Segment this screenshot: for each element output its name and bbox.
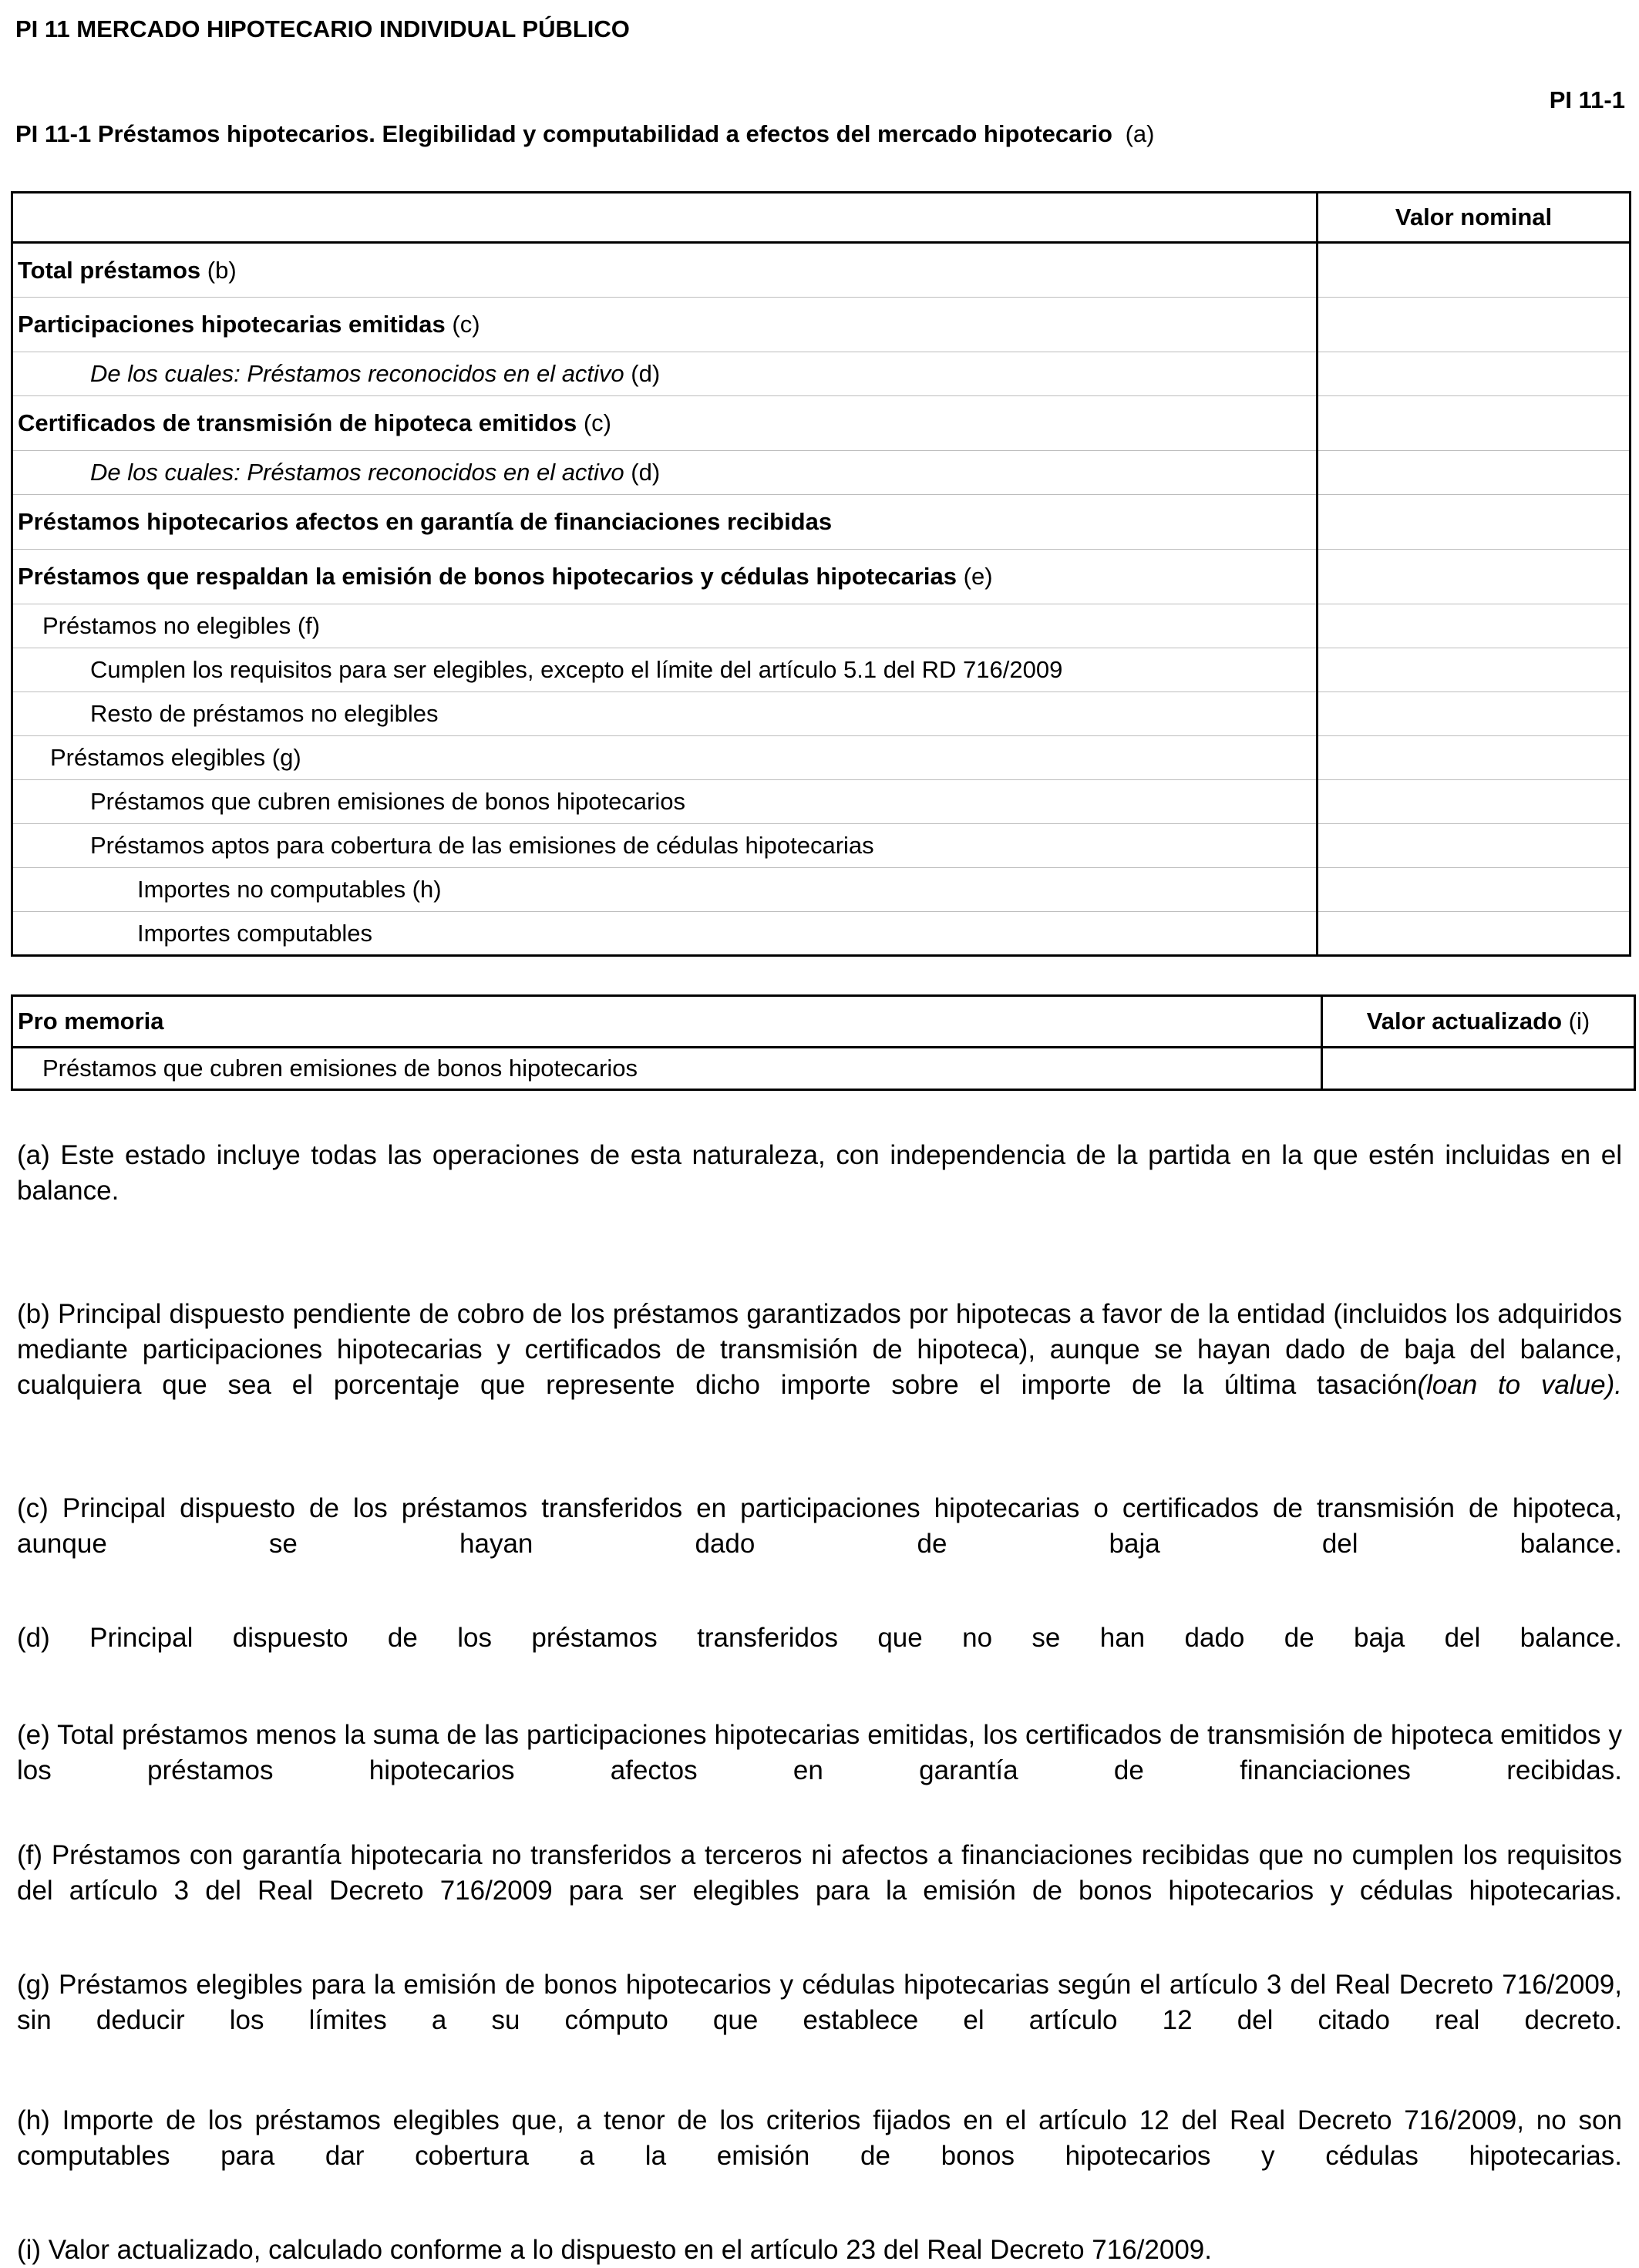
subtitle-note: (a) xyxy=(1125,120,1155,147)
value-cell[interactable] xyxy=(1318,780,1631,824)
row-note: (d) xyxy=(631,360,661,387)
main-table xyxy=(11,191,1631,957)
memo-header-right-note: (i) xyxy=(1568,1008,1590,1035)
row-note: (c) xyxy=(452,311,480,338)
value-cell[interactable] xyxy=(1318,912,1631,956)
main-table-header xyxy=(12,193,1631,243)
value-cell[interactable] xyxy=(1318,550,1631,604)
value-cell[interactable] xyxy=(1318,648,1631,692)
value-cell[interactable] xyxy=(1318,352,1631,396)
row-label: Importes no computables (h) xyxy=(12,868,1318,912)
footnote-f: (f) Préstamos con garantía hipotecaria no transferidos a terceros ni afectos a financiaciones recibidas que no cumplen los requisitos del artículo 3 del Real Decreto 716/2009 para ser elegibles para la emisión de bonos hipotecarios y cédulas hipotecarias. xyxy=(17,1840,1622,1906)
value-cell[interactable] xyxy=(1318,396,1631,451)
value-cell[interactable] xyxy=(1318,824,1631,868)
memo-table xyxy=(11,994,1636,1091)
value-cell[interactable] xyxy=(1318,604,1631,648)
subtitle-text: PI 11-1 Préstamos hipotecarios. Elegibilidad y computabilidad a efectos del mercado hipotecario xyxy=(15,120,1112,147)
footnote-h: (h) Importe de los préstamos elegibles que, a tenor de los criterios fijados en el artículo 12 del Real Decreto 716/2009, no son computables para dar cobertura a la emisión de bonos hipotecarios y cédulas hipotecarias. xyxy=(17,2105,1622,2171)
footnote-b-italic: (loan to value). xyxy=(1417,1370,1622,1400)
value-cell[interactable] xyxy=(1322,1048,1635,1090)
table-row xyxy=(12,451,1631,495)
row-label-text: Total préstamos xyxy=(18,256,201,284)
table-row xyxy=(12,604,1631,648)
row-note: (d) xyxy=(631,459,661,486)
table-row xyxy=(12,780,1631,824)
table-row xyxy=(12,824,1631,868)
memo-header-right-text: Valor actualizado xyxy=(1366,1008,1563,1035)
row-label xyxy=(12,352,1318,396)
value-cell[interactable] xyxy=(1318,298,1631,352)
row-label xyxy=(12,550,1318,604)
row-label xyxy=(12,396,1318,451)
row-label xyxy=(12,243,1318,298)
row-label: Préstamos elegibles (g) xyxy=(12,736,1318,780)
table-row xyxy=(12,550,1631,604)
row-label-text: De los cuales: Préstamos reconocidos en el activo xyxy=(90,459,624,486)
form-code: PI 11-1 xyxy=(1549,86,1625,113)
form-subtitle xyxy=(15,120,1155,148)
value-cell[interactable] xyxy=(1318,243,1631,298)
table-row xyxy=(12,692,1631,736)
footnote-e: (e) Total préstamos menos la suma de las participaciones hipotecarias emitidas, los certificados de transmisión de hipoteca emitidos y los préstamos hipotecarios afectos en garantía de financiaciones recibidas. xyxy=(17,1720,1622,1785)
table-row xyxy=(12,352,1631,396)
memo-header-right xyxy=(1322,996,1635,1048)
table-row xyxy=(12,868,1631,912)
row-note: (e) xyxy=(963,563,993,590)
table-row xyxy=(12,396,1631,451)
footnote-a: (a) Este estado incluye todas las operaciones de esta naturaleza, con independencia de la partida en la que estén incluidas en el balance. xyxy=(17,1140,1622,1206)
value-cell[interactable] xyxy=(1318,451,1631,495)
footnote-d: (d) Principal dispuesto de los préstamos transferidos que no se han dado de baja del balance. xyxy=(17,1623,1622,1653)
footnote-b xyxy=(17,1297,1622,1439)
row-note: (c) xyxy=(583,409,611,436)
row-label: Resto de préstamos no elegibles xyxy=(12,692,1318,736)
row-label-text: Préstamos hipotecarios afectos en garantía de financiaciones recibidas xyxy=(18,508,833,535)
table-row xyxy=(12,243,1631,298)
footnote-g: (g) Préstamos elegibles para la emisión de bonos hipotecarios y cédulas hipotecarias según el artículo 3 del Real Decreto 716/2009, sin deducir los límites a su cómputo que establece el artículo 12 del citado real decreto. xyxy=(17,1970,1622,2035)
row-note: (b) xyxy=(207,256,237,284)
value-cell[interactable] xyxy=(1318,692,1631,736)
footnote-c: (c) Principal dispuesto de los préstamos transferidos en participaciones hipotecarias o certificados de transmisión de hipoteca, aunque se hayan dado de baja del balance. xyxy=(17,1493,1622,1559)
row-label xyxy=(12,451,1318,495)
value-cell[interactable] xyxy=(1318,736,1631,780)
row-label: Préstamos que cubren emisiones de bonos hipotecarios xyxy=(12,1048,1322,1090)
table-row xyxy=(12,736,1631,780)
row-label-text: Certificados de transmisión de hipoteca emitidos xyxy=(18,409,577,436)
row-label: Préstamos no elegibles (f) xyxy=(12,604,1318,648)
table-row xyxy=(12,298,1631,352)
row-label xyxy=(12,495,1318,550)
memo-header-left: Pro memoria xyxy=(12,996,1322,1048)
table-row xyxy=(12,495,1631,550)
value-cell[interactable] xyxy=(1318,868,1631,912)
value-cell[interactable] xyxy=(1318,495,1631,550)
footnotes xyxy=(17,1138,1622,2268)
page-title: PI 11 MERCADO HIPOTECARIO INDIVIDUAL PÚBLICO xyxy=(15,15,630,42)
row-label: Préstamos aptos para cobertura de las emisiones de cédulas hipotecarias xyxy=(12,824,1318,868)
main-header-valor-nominal: Valor nominal xyxy=(1318,193,1631,243)
main-header-left xyxy=(12,193,1318,243)
row-label-text: De los cuales: Préstamos reconocidos en el activo xyxy=(90,360,624,387)
footnote-i: (i) Valor actualizado, calculado conforme a lo dispuesto en el artículo 23 del Real Decreto 716/2009. xyxy=(17,2235,1212,2265)
table-row xyxy=(12,1048,1635,1090)
row-label: Importes computables xyxy=(12,912,1318,956)
row-label: Cumplen los requisitos para ser elegibles, excepto el límite del artículo 5.1 del RD 716/2009 xyxy=(12,648,1318,692)
table-row xyxy=(12,912,1631,956)
footnote-b-text: (b) Principal dispuesto pendiente de cobro de los préstamos garantizados por hipotecas a favor de la entidad (incluidos los adquiridos mediante participaciones hipotecarias y certificados de transmisión de hipoteca), aunque se hayan dado de baja del balance, cualquiera que sea el porcentaje que represente dicho importe sobre el importe de la última tasación xyxy=(17,1299,1622,1400)
row-label-text: Préstamos que respaldan la emisión de bonos hipotecarios y cédulas hipotecarias xyxy=(18,563,957,590)
memo-table-header xyxy=(12,996,1635,1048)
row-label: Préstamos que cubren emisiones de bonos hipotecarios xyxy=(12,780,1318,824)
row-label-text: Participaciones hipotecarias emitidas xyxy=(18,311,446,338)
table-row xyxy=(12,648,1631,692)
row-label xyxy=(12,298,1318,352)
